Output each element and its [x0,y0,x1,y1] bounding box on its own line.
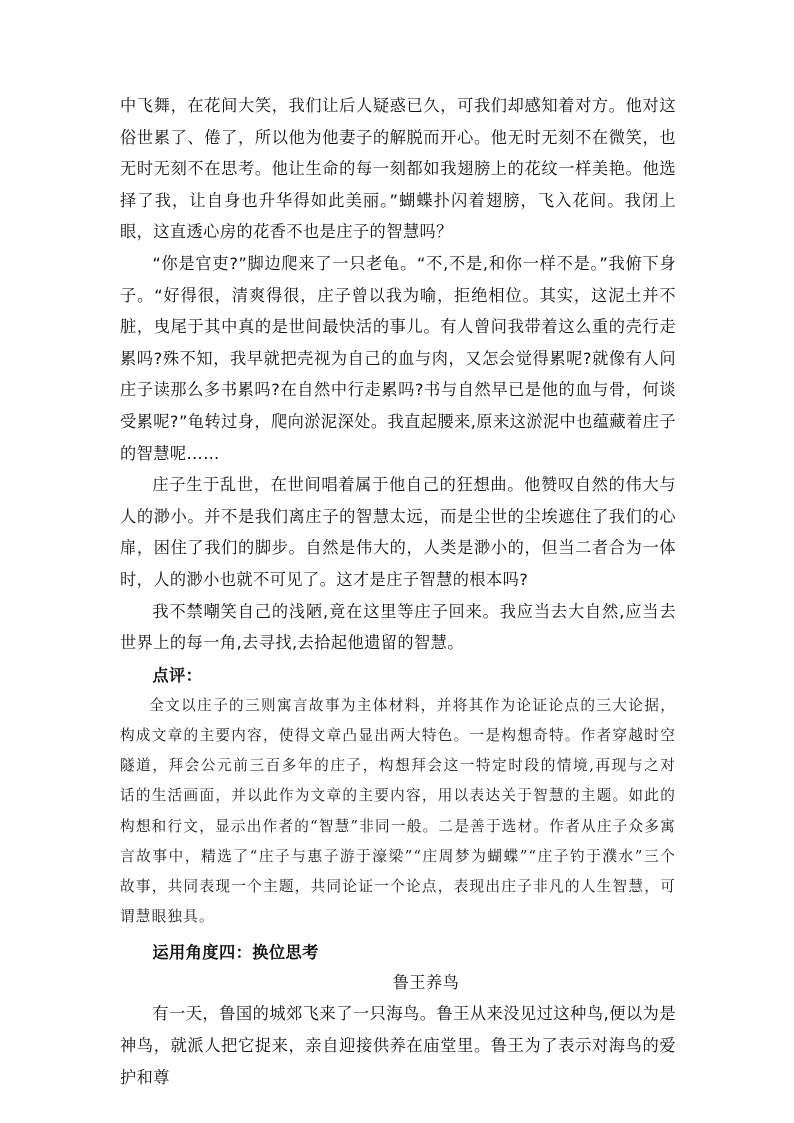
comment-heading: 点评： [152,665,203,685]
essay-paragraph-conclusion: 我不禁嘲笑自己的浅陋,竟在这里等庄子回来。我应当去大自然,应当去世界上的每一角,去寻找,去拾起他遗留的智慧。 [120,601,676,653]
section-heading: 运用角度四：换位思考 [152,943,319,963]
story-paragraph: 有一天，鲁国的城郊飞来了一只海鸟。鲁王从来没见过这种鸟,便以为是神鸟，就派人把它捉来，亲自迎接供养在庙堂里。鲁王为了表示对海鸟的爱护和尊 [120,1004,676,1087]
essay-paragraph-chaos: 庄子生于乱世，在世间唱着属于他自己的狂想曲。他赞叹自然的伟大与人的渺小。并不是我们离庄子的智慧太远，而是尘世的尘埃遮住了我们的心扉，困住了我们的脚步。自然是伟大的，人类是渺小的，但当二者合为一体时，人的渺小也就不可见了。这才是庄子智慧的根本吗? [120,475,676,589]
essay-paragraph-turtle: “你是官吏?”脚边爬来了一只老龟。“不,不是,和你一样不是。”我俯下身子。“好得很，清爽得很，庄子曾以我为喻，拒绝相位。其实，这泥土并不脏，曳尾于其中真的是世间最快活的事儿。有人曾问我带着这么重的壳行走累吗?殊不知，我早就把壳视为自己的血与肉，又怎会觉得累呢?就像有人问庄子读那么多书累吗?在自然中行走累吗?书与自然早已是他的血与骨，何谈受累呢?”龟转过身，爬向淤泥深处。我直起腰来,原来这淤泥中也蕴藏着庄子的智慧呢…… [120,253,676,463]
comment-text: 全文以庄子的三则寓言故事为主体材料，并将其作为论证论点的三大论据，构成文章的主要内容，使得文章凸显出两大特色。一是构想奇特。作者穿越时空隧道，拜会公元前三百多年的庄子，构想拜会这一特定时段的情境,再现与之对话的生活画面，并以此作为文章的主要内容，用以表达关于智慧的主题。如此的构想和行文，显示出作者的“智慧”非同一般。二是善于选材。作者从庄子众多寓言故事中，精选了“庄子与惠子游于濠梁”“庄周梦为蝴蝶”“庄子钓于濮水”三个故事，共同表现一个主题，共同论证一个论点，表现出庄子非凡的人生智慧，可谓慧眼独具。 [120,696,676,926]
document-body [120,90,676,1093]
essay-paragraph-butterfly: 中飞舞，在花间大笑，我们让后人疑惑已久，可我们却感知着对方。他对这俗世累了、倦了，所以他为他妻子的解脱而开心。他无时无刻不在微笑，也无时无刻不在思考。他让生命的每一刻都如我翅膀上的花纹一样美艳。他选择了我，让自身也升华得如此美丽。”蝴蝶扑闪着翅膀，飞入花间。我闭上眼，这直透心房的花香不也是庄子的智慧吗？ [120,96,676,242]
story-title: 鲁王养鸟 [392,973,460,993]
